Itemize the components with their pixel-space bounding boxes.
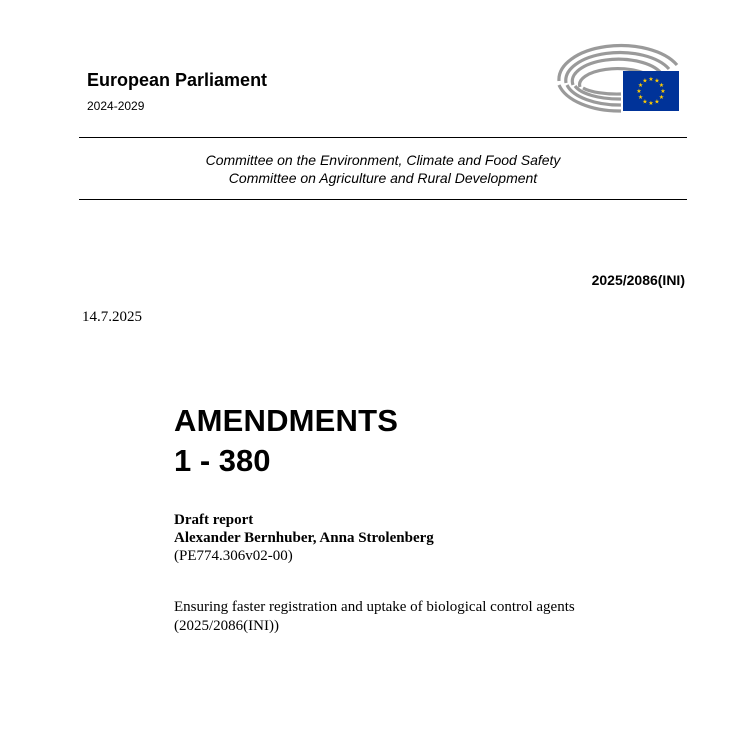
report-procedure: (2025/2086(INI)) (174, 618, 279, 634)
svg-text:★: ★ (654, 77, 660, 85)
document-date: 14.7.2025 (82, 309, 142, 325)
svg-text:★: ★ (636, 88, 642, 95)
parliamentary-term: 2024-2029 (87, 99, 145, 113)
svg-text:★: ★ (660, 88, 666, 95)
organization-name: European Parliament (87, 70, 268, 90)
report-title: Ensuring faster registration and uptake of biological control agents (174, 599, 575, 615)
svg-text:★: ★ (658, 82, 665, 89)
eu-flag-icon (623, 71, 679, 111)
svg-text:★: ★ (658, 94, 665, 101)
svg-text:★: ★ (648, 100, 654, 107)
header-divider-bottom (79, 199, 687, 200)
committee-envi: Committee on the Environment, Climate and Food Safety (205, 152, 561, 168)
rapporteurs: Alexander Bernhuber, Anna Strolenberg (174, 530, 434, 546)
svg-text:★: ★ (637, 94, 644, 101)
committee-agri: Committee on Agriculture and Rural Development (228, 170, 538, 186)
document-title: AMENDMENTS (174, 403, 399, 438)
svg-text:★: ★ (654, 98, 660, 106)
svg-text:★: ★ (642, 98, 648, 106)
european-parliament-logo (553, 41, 681, 113)
report-type: Draft report (174, 512, 254, 528)
pe-number: (PE774.306v02-00) (174, 548, 293, 564)
procedure-reference: 2025/2086(INI) (591, 272, 685, 288)
amendment-range: 1 - 380 (174, 443, 271, 478)
header-divider-top (79, 137, 687, 138)
svg-text:★: ★ (637, 82, 644, 89)
svg-text:★: ★ (648, 76, 654, 83)
svg-text:★: ★ (642, 77, 648, 85)
